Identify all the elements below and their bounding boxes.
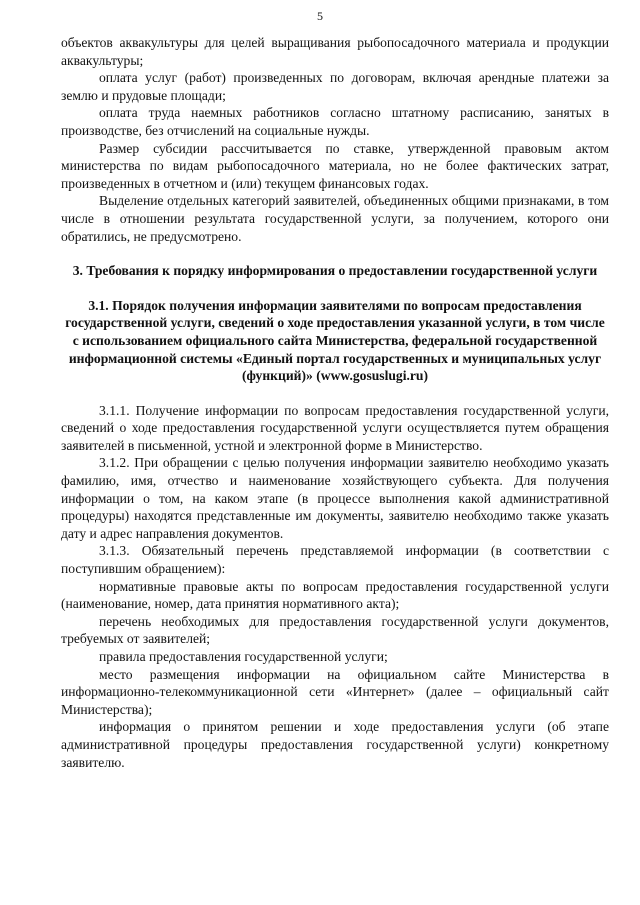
- paragraph: оплата услуг (работ) произведенных по договорам, включая арендные платежи за землю и прудовые площади;: [61, 70, 609, 103]
- page-number: 5: [317, 9, 323, 23]
- paragraph: 3.1.1. Получение информации по вопросам предоставления государственной услуги, сведений о ходе предоставления государственной услуги осуществляется путем обращения заявителей в письменной, устной и электронной форме в Министерство.: [61, 402, 609, 453]
- list-item: правила предоставления государственной услуги;: [99, 649, 388, 664]
- list-item: нормативные правовые акты по вопросам предоставления государственной услуги (наименование, номер, дата принятия нормативного акта);: [61, 578, 609, 612]
- list-item: информация о принятом решении и ходе предоставления услуги (об этапе административной процедуры предоставления государственной услуги) конкретному заявителю.: [61, 719, 609, 770]
- section-heading: 3. Требования к порядку информирования о предоставлении государственной услуги: [72, 263, 598, 279]
- list-item: место размещения информации на официальном сайте Министерства в информационно-телекоммуникационной сети «Интернет» (далее – официальный сайт Министерства);: [61, 666, 609, 717]
- list-item: перечень необходимых для предоставления государственной услуги документов, требуемых от заявителей;: [61, 613, 609, 647]
- subsection-heading: 3.1. Порядок получения информации заявителями по вопросам предоставления государственной услуги, сведений о ходе предоставления указанной услуги, в том числе с использованием официального сайта Министерства, федеральной государственной информационной системы «Единый портал государственных и муниципальных услуг (функций)» (www.gosuslugi.ru): [65, 297, 605, 384]
- paragraph: объектов аквакультуры для целей выращивания рыбопосадочного материала и продукции аквакультуры;: [61, 35, 609, 68]
- paragraph: 3.1.3. Обязательный перечень представляемой информации (в соответствии с поступившим обращением):: [61, 543, 609, 577]
- paragraph: 3.1.2. При обращении с целью получения информации заявителю необходимо указать фамилию, имя, отчество и наименование хозяйствующего субъекта. Для получения информации о том, на каком этапе (в процессе выполнения какой административной процедуры) находятся представленные им документы, заявителю необходимо также указать дату и адрес направления документов.: [61, 455, 609, 541]
- paragraph: Размер субсидии рассчитывается по ставке, утвержденной правовым актом министерства по видам рыбопосадочного материала, но не более фактических затрат, произведенных в отчетном и (или) текущем финансовых годах.: [61, 140, 609, 191]
- paragraph: оплата труда наемных работников согласно штатному расписанию, занятых в производстве, без отчислений на социальные нужды.: [61, 105, 609, 138]
- document-body: [61, 34, 609, 771]
- paragraph: Выделение отдельных категорий заявителей, объединенных общими признаками, в том числе в отношении результата государственной услуги, за получением, которого они обратились, не предусмотрено.: [61, 193, 609, 244]
